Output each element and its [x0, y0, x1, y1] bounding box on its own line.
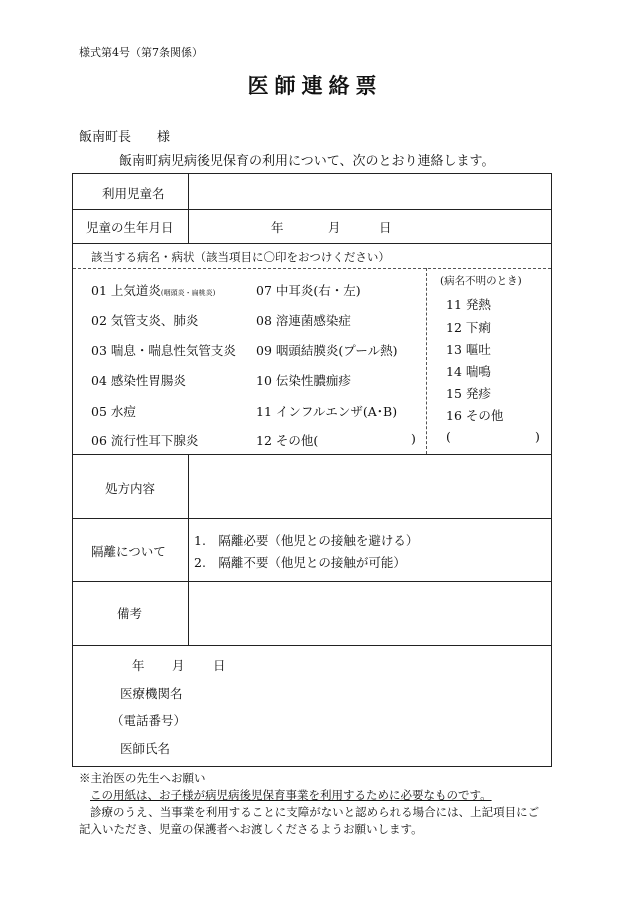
child-name-label: 利用児童名 — [102, 186, 165, 201]
col-divider — [188, 174, 189, 243]
isolation-option-1[interactable]: 1. 隔離必要（他児との接触を避ける） — [194, 533, 419, 548]
isolation-option-2[interactable]: 2. 隔離不要（他児との接触が可能） — [194, 555, 406, 570]
symptom-12[interactable]: 12 下痢 — [446, 320, 491, 335]
col-divider-dashed — [426, 268, 427, 454]
disease-08[interactable]: 08 溶連菌感染症 — [256, 313, 351, 328]
disease-07[interactable]: 07 中耳炎(右・左) — [256, 283, 361, 298]
intro-text: 飯南町病児病後児保育の利用について、次のとおり連絡します。 — [119, 154, 495, 169]
disease-10[interactable]: 10 伝染性膿痂疹 — [256, 373, 351, 388]
birthdate-label: 児童の生年月日 — [86, 220, 174, 235]
form-number: 様式第4号（第7条関係） — [79, 46, 203, 59]
disease-03[interactable]: 03 喘息・喘息性気管支炎 — [91, 343, 236, 358]
notes-line-1: この用紙は、お子様が病児病後児保育事業を利用するために必要なものです。 — [90, 788, 492, 802]
prescription-label: 処方内容 — [105, 481, 156, 496]
disease-12[interactable]: 12 その他( — [256, 433, 319, 448]
disease-09[interactable]: 09 咽頭結膜炎(プール熱) — [256, 343, 398, 358]
symptom-11[interactable]: 11 発熱 — [446, 297, 491, 312]
disease-01-note: (咽頭炎・扁桃炎) — [160, 289, 216, 297]
form-table — [72, 173, 552, 767]
notes-line-3: 記入いただき、児童の保護者へお渡しくださるようお願いします。 — [79, 822, 423, 836]
row-divider — [73, 518, 551, 519]
row-divider — [73, 645, 551, 646]
row-divider — [73, 581, 551, 582]
row-divider — [73, 209, 551, 210]
disease-12-close-paren: ) — [411, 431, 416, 446]
symptom-14[interactable]: 14 喘鳴 — [446, 364, 491, 379]
disease-04[interactable]: 04 感染性胃腸炎 — [91, 373, 186, 388]
sign-month-unit: 月 — [172, 658, 185, 673]
disease-06[interactable]: 06 流行性耳下腺炎 — [91, 433, 199, 448]
row-divider-dashed — [73, 268, 551, 269]
sign-year-unit: 年 — [132, 658, 145, 673]
disease-05[interactable]: 05 水痘 — [91, 404, 136, 419]
institution-label: 医療機関名 — [120, 686, 183, 701]
prescription-field[interactable] — [198, 460, 543, 512]
sign-day-unit: 日 — [213, 658, 226, 673]
page-title: 医師連絡票 — [247, 73, 383, 98]
disease-01[interactable]: 01 上気道炎(咽頭炎・扁桃炎) — [91, 283, 216, 298]
symptom-other-close-paren: ) — [535, 429, 540, 444]
birth-month-unit: 月 — [328, 220, 341, 235]
symptom-15[interactable]: 15 発疹 — [446, 386, 491, 401]
disease-02[interactable]: 02 気管支炎、肺炎 — [91, 313, 199, 328]
row-divider — [73, 243, 551, 244]
unknown-header: (病名不明のとき) — [440, 275, 522, 287]
row-divider — [73, 454, 551, 455]
birth-day-unit: 日 — [379, 220, 392, 235]
phone-label: （電話番号） — [111, 713, 187, 728]
remarks-field[interactable] — [198, 587, 543, 639]
notes-line-2: 診療のうえ、当事業を利用することに支障がないと認められる場合には、上記項目にご — [90, 805, 540, 819]
symptom-other-open-paren: ( — [446, 429, 451, 444]
disease-11[interactable]: 11 インフルエンザ(A･B) — [256, 404, 398, 419]
remarks-label: 備考 — [117, 606, 143, 621]
child-name-field[interactable] — [198, 177, 543, 206]
symptom-16[interactable]: 16 その他 — [446, 408, 504, 423]
symptom-13[interactable]: 13 嘔吐 — [446, 342, 491, 357]
col-divider — [188, 454, 189, 645]
birth-year-unit: 年 — [271, 220, 284, 235]
notes-heading: ※主治医の先生へお願い — [79, 771, 206, 785]
addressee: 飯南町長 様 — [79, 130, 171, 145]
isolation-label: 隔離について — [91, 544, 166, 559]
diseases-header: 該当する病名・病状（該当項目に〇印をおつけください） — [91, 250, 390, 264]
doctor-name-label: 医師氏名 — [120, 741, 171, 756]
